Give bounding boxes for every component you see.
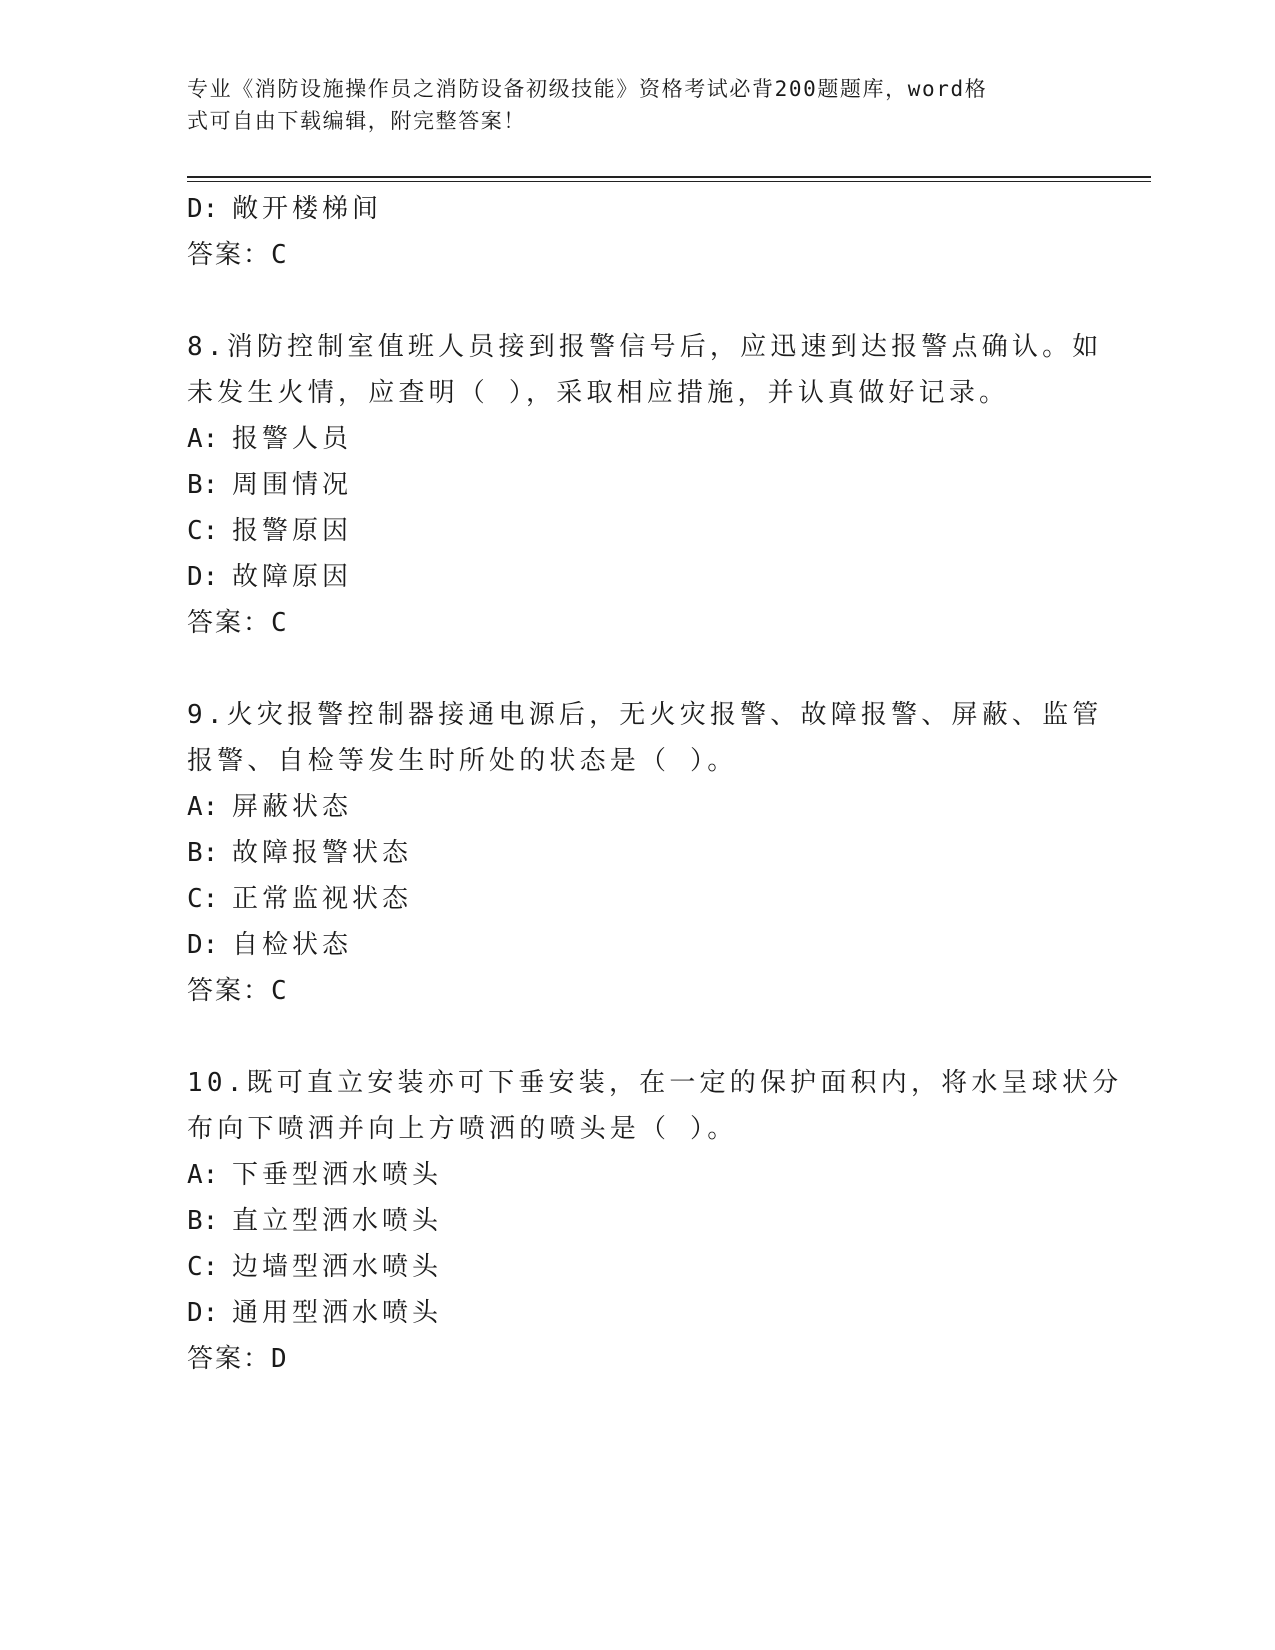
- header-divider-thin: [187, 181, 1151, 182]
- option-letter: A:: [187, 792, 219, 822]
- option-b: [187, 830, 1087, 876]
- question-text-line: 10.既可直立安装亦可下垂安装，在一定的保护面积内，将水呈球状分: [187, 1068, 1123, 1098]
- option-text: 故障原因: [232, 562, 353, 592]
- question-8: [187, 324, 1103, 646]
- option-letter: C:: [187, 516, 219, 546]
- option-c: [187, 508, 1087, 554]
- question-text-line: 布向下喷洒并向上方喷洒的喷头是（ ）。: [187, 1114, 738, 1144]
- option-c: [187, 1244, 1087, 1290]
- option-letter: C:: [187, 884, 219, 914]
- answer-line: 答案：D: [187, 1344, 289, 1374]
- option-text: 下垂型洒水喷头: [232, 1160, 443, 1190]
- option-letter: B:: [187, 1206, 219, 1236]
- option-d: [187, 186, 1087, 232]
- question-text-line: 8.消防控制室值班人员接到报警信号后，应迅速到达报警点确认。如: [187, 332, 1103, 362]
- document-body: [187, 186, 1123, 1428]
- question-text-line: 报警、自检等发生时所处的状态是（ ）。: [187, 746, 738, 776]
- option-b: [187, 462, 1087, 508]
- question-text-line: 9.火灾报警控制器接通电源后，无火灾报警、故障报警、屏蔽、监管: [187, 700, 1103, 730]
- option-d: [187, 1290, 1087, 1336]
- option-text: 通用型洒水喷头: [232, 1298, 443, 1328]
- option-text: 敞开楼梯间: [232, 194, 383, 224]
- question-10: [187, 1060, 1123, 1382]
- answer-line: 答案：C: [187, 240, 289, 270]
- option-letter: D:: [187, 930, 219, 960]
- option-letter: B:: [187, 838, 219, 868]
- option-text: 屏蔽状态: [232, 792, 353, 822]
- option-a: [187, 1152, 1087, 1198]
- answer-line: 答案：C: [187, 608, 289, 638]
- option-text: 报警人员: [232, 424, 353, 454]
- header-divider-thick: [187, 176, 1151, 178]
- option-letter: A:: [187, 424, 219, 454]
- option-letter: C:: [187, 1252, 219, 1282]
- option-text: 故障报警状态: [232, 838, 413, 868]
- document-header: [187, 73, 1067, 137]
- option-text: 边墙型洒水喷头: [232, 1252, 443, 1282]
- option-text: 报警原因: [232, 516, 353, 546]
- option-letter: A:: [187, 1160, 219, 1190]
- option-letter: D:: [187, 194, 219, 224]
- option-text: 自检状态: [232, 930, 353, 960]
- option-letter: D:: [187, 562, 219, 592]
- option-d: [187, 554, 1087, 600]
- header-line-2: 式可自由下载编辑，附完整答案！: [187, 109, 526, 133]
- option-text: 正常监视状态: [232, 884, 413, 914]
- option-letter: B:: [187, 470, 219, 500]
- question-text-line: 未发生火情，应查明（ ），采取相应措施，并认真做好记录。: [187, 378, 1010, 408]
- option-a: [187, 416, 1087, 462]
- question-9: [187, 692, 1103, 1014]
- option-letter: D:: [187, 1298, 219, 1328]
- option-text: 直立型洒水喷头: [232, 1206, 443, 1236]
- option-c: [187, 876, 1087, 922]
- option-b: [187, 1198, 1087, 1244]
- option-d: [187, 922, 1087, 968]
- answer-line: 答案：C: [187, 976, 289, 1006]
- header-line-1: 专业《消防设施操作员之消防设备初级技能》资格考试必背200题题库，word格: [187, 77, 988, 101]
- option-text: 周围情况: [232, 470, 353, 500]
- option-a: [187, 784, 1087, 830]
